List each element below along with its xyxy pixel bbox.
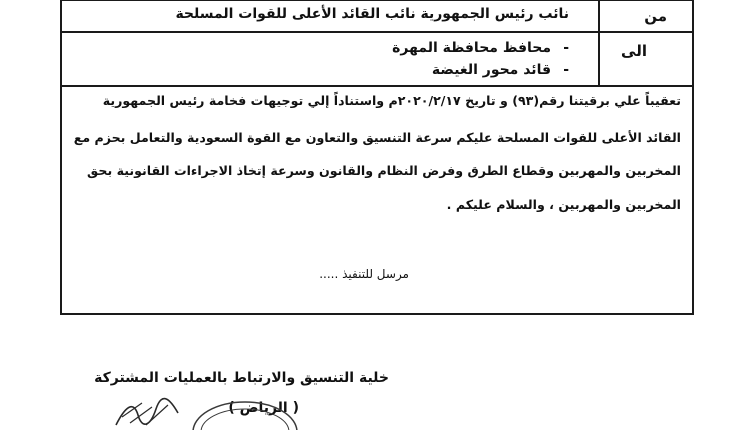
from-value: نائب رئيس الجمهورية نائب القائد الأعلى للقوات المسلحة xyxy=(175,6,569,22)
signature-organization: خلية التنسيق والارتباط بالعمليات المشتركة xyxy=(94,370,389,386)
sendoff-note: مرسل للتنفيذ ..... xyxy=(319,267,409,281)
signature-city: ( الرياض ) xyxy=(228,400,299,416)
body-line: تعقيباً علي برقيتنا رقم(٩٣) و تاريخ ٢٠٢٠/٢/١٧م واستناداً إلي توجيهات فخامة رئيس الجمهورية xyxy=(102,93,681,108)
from-label: من xyxy=(644,7,667,25)
recipient-dash: - xyxy=(563,62,569,78)
to-row-rule xyxy=(62,85,692,87)
label-column-divider xyxy=(598,0,600,86)
handwritten-signature xyxy=(112,395,182,430)
recipient-commander: قائد محور الغيضة xyxy=(431,62,551,78)
recipient-dash: - xyxy=(563,40,569,56)
body-line: المخربين والمهربين ، والسلام عليكم . xyxy=(446,197,681,212)
to-label: الى xyxy=(621,42,647,60)
top-rule xyxy=(62,0,692,1)
recipient-governor: محافظ محافظة المهرة xyxy=(392,40,551,56)
body-line: المخربين والمهربين وقطاع الطرق وفرض النظام والقانون وسرعة إتخاذ الاجراءات القانونية بحق xyxy=(87,163,681,178)
from-row-rule xyxy=(62,31,692,33)
body-line: القائد الأعلى للقوات المسلحة عليكم سرعة التنسيق والتعاون مع القوة السعودية والتعامل بحزم مع xyxy=(73,130,681,145)
official-stamp xyxy=(190,398,300,430)
